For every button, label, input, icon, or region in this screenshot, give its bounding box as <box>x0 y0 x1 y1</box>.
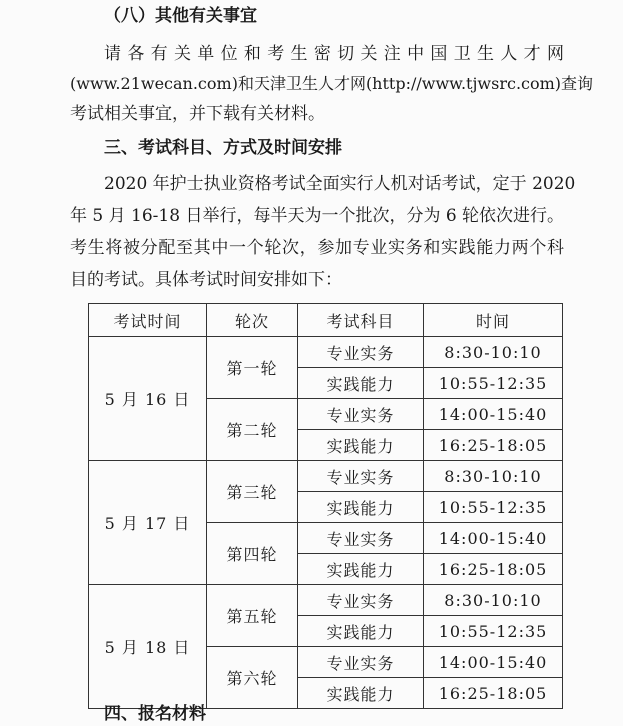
header-exam-date: 考试时间 <box>89 304 207 337</box>
date-cell: 5 月 18 日 <box>89 585 207 709</box>
subject-cell: 专业实务 <box>298 647 424 678</box>
section-3-line-1: 2020 年护士执业资格考试全面实行人机对话考试，定于 2020 <box>104 174 576 194</box>
table-row <box>89 337 563 368</box>
header-subject: 考试科目 <box>298 304 424 337</box>
round-cell: 第四轮 <box>207 523 298 585</box>
header-round: 轮次 <box>207 304 298 337</box>
section-3-line-4: 目的考试。具体考试时间安排如下： <box>70 270 342 290</box>
section-8-line-1: 请各有关单位和考生密切关注中国卫生人才网 <box>104 44 564 64</box>
section-8-title: （八）其他有关事宜 <box>104 6 257 26</box>
table-row <box>89 461 563 492</box>
section-3-line-2: 年 5 月 16-18 日举行，每半天为一个批次，分为 6 轮依次进行。 <box>70 206 565 226</box>
time-cell: 10:55-12:35 <box>424 492 563 523</box>
section-3-line-3: 考生将被分配至其中一个轮次，参加专业实务和实践能力两个科 <box>70 238 564 258</box>
time-cell: 8:30-10:10 <box>424 461 563 492</box>
date-cell: 5 月 16 日 <box>89 337 207 461</box>
subject-cell: 实践能力 <box>298 554 424 585</box>
time-cell: 16:25-18:05 <box>424 678 563 709</box>
time-cell: 14:00-15:40 <box>424 647 563 678</box>
round-cell: 第五轮 <box>207 585 298 647</box>
header-time: 时间 <box>424 304 563 337</box>
section-3-title: 三、考试科目、方式及时间安排 <box>104 138 342 158</box>
time-cell: 16:25-18:05 <box>424 430 563 461</box>
subject-cell: 实践能力 <box>298 368 424 399</box>
round-cell: 第一轮 <box>207 337 298 399</box>
subject-cell: 专业实务 <box>298 337 424 368</box>
subject-cell: 实践能力 <box>298 492 424 523</box>
time-cell: 16:25-18:05 <box>424 554 563 585</box>
section-4-title: 四、报名材料 <box>104 704 206 724</box>
time-cell: 14:00-15:40 <box>424 523 563 554</box>
subject-cell: 专业实务 <box>298 523 424 554</box>
time-cell: 10:55-12:35 <box>424 616 563 647</box>
subject-cell: 专业实务 <box>298 585 424 616</box>
table-header-row <box>89 304 563 337</box>
subject-cell: 实践能力 <box>298 616 424 647</box>
time-cell: 10:55-12:35 <box>424 368 563 399</box>
round-cell: 第六轮 <box>207 647 298 709</box>
subject-cell: 专业实务 <box>298 461 424 492</box>
time-cell: 14:00-15:40 <box>424 399 563 430</box>
section-8-line-3: 考试相关事宜，并下载有关材料。 <box>70 104 325 124</box>
section-8-line-2: (www.21wecan.com)和天津卫生人才网(http://www.tjwsrc.com)查询 <box>70 74 594 93</box>
table-row <box>89 585 563 616</box>
exam-schedule-table <box>88 303 563 709</box>
round-cell: 第二轮 <box>207 399 298 461</box>
subject-cell: 实践能力 <box>298 430 424 461</box>
round-cell: 第三轮 <box>207 461 298 523</box>
time-cell: 8:30-10:10 <box>424 585 563 616</box>
subject-cell: 专业实务 <box>298 399 424 430</box>
time-cell: 8:30-10:10 <box>424 337 563 368</box>
subject-cell: 实践能力 <box>298 678 424 709</box>
date-cell: 5 月 17 日 <box>89 461 207 585</box>
